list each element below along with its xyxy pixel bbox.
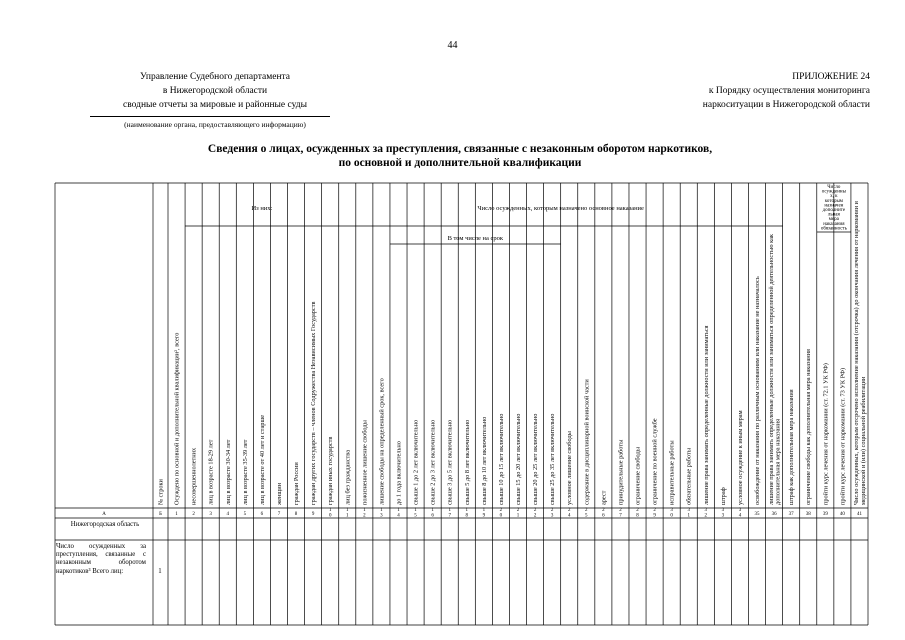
group-header-dop-line: х, к	[830, 194, 838, 200]
col-number: 1	[482, 508, 486, 513]
col-number: 5	[243, 512, 247, 517]
group-header-dop-line: осужденны	[821, 189, 846, 195]
col-number: 2	[533, 513, 537, 519]
column-header-41: пройти курс лечения от наркомании (ст. 73 УК РФ)	[839, 367, 847, 505]
col-number: 1	[465, 508, 469, 513]
col-number: 9	[482, 513, 486, 519]
col-number: 3	[550, 513, 554, 519]
authority-line-2: в Нижегородской области	[162, 86, 268, 96]
col-number: 3	[721, 508, 725, 513]
col-number: 6	[431, 513, 434, 519]
col-number: 2	[619, 508, 622, 513]
column-header-26: содержание в дисциплинарной воинской части	[583, 379, 591, 505]
col-number: 4	[226, 512, 230, 517]
group-header-dop-line: обязанность	[820, 226, 847, 232]
column-header-3: несовершеннолетних	[190, 447, 198, 505]
column-header-15: до 1 года включительно	[395, 441, 403, 505]
column-header-16: свыше 1 до 2 лет включительно	[412, 419, 420, 505]
col-number: 1	[414, 508, 417, 513]
col-number: 7	[277, 512, 281, 517]
column-header-21: свыше 10 до 15 лет включительно	[497, 413, 505, 505]
col-number: 7	[619, 513, 622, 519]
col-number: 6	[260, 512, 264, 517]
col-number: 1	[380, 508, 383, 513]
col-number: 2	[585, 508, 588, 513]
column-header-35: условное осуждение к иным мерам	[736, 410, 744, 505]
group-header-dop-line: мера	[828, 217, 839, 223]
column-header-42: Число осужденных, которым отсрочено исполнение наказания (отсрочка) до окончания лечения от наркомании и	[853, 201, 861, 505]
column-header-14: лишение свободы на определенный срок, всего	[378, 378, 386, 505]
col-number: 9	[653, 513, 656, 519]
col-number: 2	[602, 508, 605, 513]
column-header-25: условное лишение свободы	[566, 431, 574, 505]
column-header-39: ограничение свободы как дополнительная мера наказания	[805, 349, 813, 505]
col-number: А	[102, 512, 106, 517]
column-header-2: Осуждено по основной и дополнительной квалификации², всего	[173, 332, 181, 505]
column-header-4: лиц в возрасте 18-29 лет	[207, 439, 215, 505]
col-number: 3	[687, 508, 690, 513]
column-header-8: женщин	[275, 482, 283, 505]
col-number: 2	[192, 512, 195, 517]
group-header-dop-line: наказания	[823, 221, 845, 227]
column-header-24: свыше 25 до 35 лет включительно	[549, 413, 557, 505]
column-header-40: пройти курс лечения от наркомании (ст. 72.1 УК РФ)	[822, 363, 830, 505]
authority-line-1: Управление Судебного департамента	[139, 72, 291, 82]
col-number: 8	[636, 513, 639, 519]
column-header-5: лиц в возрасте 30-34 лет	[224, 439, 232, 505]
column-header-1: № строки	[157, 479, 165, 505]
column-header-13: пожизненное лишение свободы	[361, 420, 369, 505]
col-number: 2	[533, 508, 537, 513]
col-number: 36	[771, 512, 777, 517]
column-header-37: дополнительная мера наказания	[774, 418, 782, 505]
group-header-dop-line: дополните	[822, 208, 846, 213]
column-header-11: граждан иных государств	[327, 436, 335, 505]
page-number: 44	[447, 40, 458, 51]
col-number: 37	[788, 512, 794, 517]
col-number: 5	[585, 513, 588, 519]
column-header-23: свыше 20 до 25 лет включительно	[532, 413, 540, 505]
col-number: 1	[346, 508, 349, 513]
authority-line-3: сводные отчеты за мировые и районные суды	[123, 100, 307, 110]
appendix-line-3: наркоситуации в Нижегородской области	[702, 100, 870, 110]
col-number: 4	[567, 513, 571, 519]
col-number: 2	[636, 508, 639, 513]
group-header-dop-line: Число	[827, 185, 841, 190]
col-number: 5	[414, 513, 417, 519]
title-line-1: Сведения о лицах, осужденных за преступления, связанные с незаконным оборотом наркотиков,	[207, 143, 713, 155]
column-header-9: граждан России	[293, 462, 301, 505]
col-number: 1	[431, 508, 434, 513]
col-number: 35	[754, 512, 760, 517]
row-convicted-label: Число осужденных за преступления, связанные с незаконным оборотом наркотиков³ Всего лиц:	[56, 543, 146, 575]
col-number: 9	[311, 512, 315, 517]
col-number: 7	[448, 513, 451, 519]
title-line-2: по основной и дополнительной квалификации	[338, 157, 582, 169]
group-header-dop-line: которым	[824, 198, 843, 204]
column-header-12: лиц без гражданства	[344, 450, 352, 505]
col-number: 1	[346, 513, 349, 519]
column-header-7: лиц в возрасте от 40 лет и старше	[258, 414, 266, 505]
group-header-osnovnoe: Число осужденных, которым назначено основное наказание	[477, 205, 644, 212]
col-number: 1	[516, 513, 520, 519]
col-number: 1	[328, 508, 332, 513]
group-header-iz-nih: Из них:	[251, 205, 273, 212]
col-number: 0	[328, 513, 332, 519]
column-header-17: свыше 2 до 3 лет включительно	[429, 419, 437, 505]
column-header-30: ограничение по военной службе	[651, 418, 659, 505]
col-number: 0	[670, 513, 673, 519]
column-header-33: лишение права занимать определенные должности или заниматься	[702, 325, 710, 505]
column-header-29: ограничение свободы	[634, 447, 642, 505]
column-header-37: лишение права занимать определенные должности или заниматься определенной деятельностью как	[767, 234, 775, 505]
appendix-line-1: ПРИЛОЖЕНИЕ 24	[792, 72, 870, 82]
row-convicted-line-number: 1	[158, 568, 162, 575]
col-number: 41	[856, 512, 862, 517]
column-header-20: свыше 8 до 10 лет включительно	[480, 416, 488, 505]
col-number: 8	[294, 512, 298, 517]
col-number: 1	[397, 508, 400, 513]
col-number: 2	[567, 508, 571, 513]
column-header-34: штраф	[719, 487, 727, 505]
col-number: 1	[363, 508, 366, 513]
col-number: 2	[363, 513, 366, 519]
col-number: 2	[704, 513, 708, 519]
col-number: 1	[448, 508, 451, 513]
column-header-27: арест	[600, 490, 608, 505]
col-number: 2	[550, 508, 554, 513]
col-number: 3	[721, 513, 725, 519]
col-number: 3	[209, 512, 212, 517]
col-number: 3	[704, 508, 708, 513]
col-number: 8	[465, 513, 469, 519]
col-number: 2	[499, 508, 503, 513]
column-header-38: штраф как дополнительная мера наказания	[788, 389, 796, 505]
group-header-dop-line: льная	[827, 212, 840, 218]
column-header-22: свыше 15 до 20 лет включительно	[515, 413, 522, 505]
col-number: 39	[822, 512, 828, 517]
col-number: 2	[516, 508, 520, 513]
col-number: Б	[159, 512, 162, 517]
col-number: 6	[602, 513, 605, 519]
col-number: 4	[397, 513, 400, 519]
column-header-32: обязательные работы	[685, 448, 693, 505]
column-header-18: свыше 3 до 5 лет включительно	[446, 419, 454, 505]
column-header-31: исправительные работы	[668, 440, 676, 505]
column-header-19: свыше 5 до 8 лет включительно	[463, 419, 471, 505]
col-number: 2	[653, 508, 656, 513]
column-header-10: граждан других государств – членов Содружества Независимых Государств	[310, 301, 318, 505]
column-header-28: принудительные работы	[617, 439, 625, 505]
col-number: 40	[839, 512, 845, 517]
column-header-36: освобождение от наказания по различным основаниям или наказание не назначалось	[754, 276, 762, 505]
column-header-6: лиц в возрасте 35-39 лет	[241, 439, 249, 505]
group-header-dop-line: назначен	[824, 203, 844, 209]
group-header-srok: В том числе на срок	[447, 235, 504, 242]
col-number: 38	[805, 512, 811, 517]
col-number: 3	[738, 508, 742, 513]
col-number: 1	[687, 513, 690, 519]
org-caption: (наименование органа, предоставляющего информацию)	[124, 120, 306, 129]
col-number: 3	[670, 508, 673, 513]
col-number: 1	[175, 512, 178, 517]
column-header-42: медицинской и (или) социальной реабилитации	[859, 376, 867, 505]
row-region-label: Нижегородская область	[70, 521, 140, 528]
appendix-line-2: к Порядку осуществления мониторинга	[708, 86, 870, 96]
col-number: 3	[380, 513, 383, 519]
col-number: 4	[738, 513, 742, 519]
col-number: 0	[499, 513, 503, 519]
